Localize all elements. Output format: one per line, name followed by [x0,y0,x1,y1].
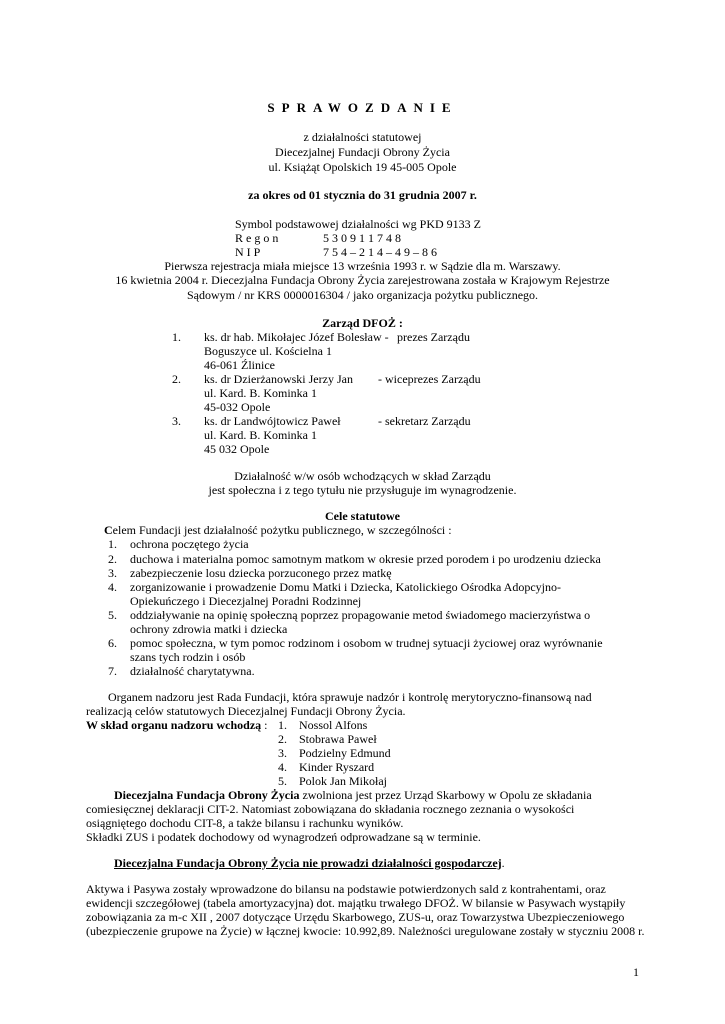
tax-line-1 [114,788,592,802]
goal-number: 4. [108,580,117,594]
goal-number: 6. [108,636,117,650]
council-member-number: 5. [278,774,287,788]
council-member-name: Polok Jan Mikołaj [299,774,388,788]
goal-number: 2. [108,552,117,566]
board-member-postcode: 45-032 Opole [204,400,271,414]
tax-line-4: Składki ZUS i podatek dochodowy od wynagrodzeń odprowadzane są w terminie. [86,830,481,844]
goals-intro-text: elem Fundacji jest działalność pożytku publicznego, w szczególności : [112,523,452,537]
council-member-number: 3. [278,746,287,760]
goal-number: 7. [108,664,117,678]
goal-text: ochrona poczętego życia [130,537,249,551]
board-member-name: ks. dr hab. Mikołajec Józef Bolesław - [204,330,389,344]
goal-text: działalność charytatywna. [130,664,255,678]
goal-number: 3. [108,566,117,580]
assets-line-2: ewidencji szczegółowej (tabela amortyzacyjna) dot. majątku trwałego DFOŻ. W bilansie w Pasywach wystąpiły [86,896,626,910]
board-member-number: 2. [172,372,181,386]
goal-text: zorganizowanie i prowadzenie Domu Matki i Dziecka, Katolickiego Ośrodka Adopcyjno- [130,580,561,594]
council-member-number: 1. [278,718,287,732]
report-period: za okres od 01 stycznia do 31 grudnia 2007 r. [248,188,477,202]
pkd-symbol: Symbol podstawowej działalności wg PKD 9133 Z [235,217,481,231]
no-business-text: Diecezjalna Fundacja Obrony Życia nie prowadzi działalności gospodarczej [114,856,502,870]
board-member-number: 3. [172,414,181,428]
page-title: SPRAWOZDANIE [267,100,458,115]
page-number: 1 [633,965,639,979]
registration-line-1: Pierwsza rejestracja miała miejsce 13 września 1993 r. w Sądzie dla m. Warszawy. [164,259,561,273]
nip-label: N I P [235,245,261,259]
report-subtitle: z działalności statutowej [303,130,422,144]
board-note-line-1: Działalność w/w osób wchodzących w skład Zarządu [234,469,491,483]
supervision-members-label [86,718,268,732]
goal-text-continued: ochrony zdrowia matki i dziecka [130,622,288,636]
goal-text-continued: szans tych rodzin i osób [130,650,246,664]
goal-text: zabezpieczenie losu dziecka porzuconego przez matkę [130,566,392,580]
registration-line-2: 16 kwietnia 2004 r. Diecezjalna Fundacja Obrony Życia zarejestrowana została w Krajowym Rejestrze [115,273,610,287]
board-member-role: - wiceprezes Zarządu [378,372,481,386]
organization-name: Diecezjalnej Fundacji Obrony Życia [275,145,450,159]
regon-value: 5 3 0 9 1 1 7 4 8 [323,231,401,245]
board-member-address: ul. Kard. B. Kominka 1 [204,386,317,400]
registration-line-3: Sądowym / nr KRS 0000016304 / jako organizacja pożytku publicznego. [186,288,539,302]
council-member-name: Stobrawa Paweł [299,732,377,746]
board-heading: Zarząd DFOŻ : [322,316,403,330]
goals-intro-initial: C [104,523,113,537]
board-member-name: ks. dr Landwójtowicz Paweł [204,414,341,428]
goal-text: oddziaływanie na opinię społeczną poprzez propagowanie metod świadomego macierzyństwa o [130,608,591,622]
supervision-members-label-text: W skład organu nadzoru wchodzą [86,718,262,732]
board-note-line-2: jest społeczna i z tego tytułu nie przysługuje im wynagrodzenie. [208,483,517,497]
assets-line-3: zobowiązania za m-c XII , 2007 dotyczące Urzędu Skarbowego, ZUS-u, oraz Towarzystwa Ubezpieczeniowego [86,910,625,924]
goal-number: 1. [108,537,117,551]
tax-line-2: comiesięcznej deklaracji CIT-2. Natomiast zobowiązana do składania rocznego zeznania o wysokości [86,802,575,816]
supervision-line-2: realizacją celów statutowych Diecezjalnej Fundacji Obrony Życia. [86,704,406,718]
council-member-name: Nossol Alfons [299,718,368,732]
goal-text: pomoc społeczna, w tym pomoc rodzinom i osobom w trudnej sytuacji życiowej oraz wyrównanie [130,636,603,650]
supervision-line-1: Organem nadzoru jest Rada Fundacji, która sprawuje nadzór i kontrolę merytoryczno-finansową nad [108,690,592,704]
board-member-number: 1. [172,330,181,344]
board-member-role: prezes Zarządu [397,330,470,344]
board-member-postcode: 46-061 Źlinice [204,358,275,372]
nip-value: 7 5 4 – 2 1 4 – 4 9 – 8 6 [323,245,437,259]
goal-text-continued: Opiekuńczego i Diecezjalnej Poradni Rodzinnej [130,594,362,608]
goals-heading: Cele statutowe [325,509,400,523]
board-member-postcode: 45 032 Opole [204,442,270,456]
supervision-members-colon: : [261,718,268,732]
regon-label: R e g o n [235,231,279,245]
board-member-name: ks. dr Dzierżanowski Jerzy Jan [204,372,353,386]
no-business-period: . [501,856,505,870]
board-member-address: Boguszyce ul. Kościelna 1 [204,344,332,358]
tax-line-3: osiągniętego dochodu CIT-8, a także bilansu i rachunku wyników. [86,816,404,830]
board-member-address: ul. Kard. B. Kominka 1 [204,428,317,442]
council-member-name: Kinder Ryszard [299,760,375,774]
council-member-number: 2. [278,732,287,746]
organization-address: ul. Książąt Opolskich 19 45-005 Opole [268,160,457,174]
no-business-statement [114,856,505,870]
tax-org-name: Diecezjalna Fundacja Obrony Życia [114,788,300,802]
goal-text: duchowa i materialna pomoc samotnym matkom w okresie przed porodem i po urodzeniu dziecka [130,552,601,566]
council-member-number: 4. [278,760,287,774]
goal-number: 5. [108,608,117,622]
board-member-role: - sekretarz Zarządu [378,414,471,428]
tax-line-1-text: zwolniona jest przez Urząd Skarbowy w Opolu ze składania [299,788,592,802]
assets-line-4: (ubezpieczenie grupowe na Życie) w łącznej kwocie: 10.992,89. Należności uregulowane zostały w styczniu 2008 r. [86,924,645,938]
goals-intro [104,523,452,537]
assets-line-1: Aktywa i Pasywa zostały wprowadzone do bilansu na podstawie potwierdzonych sald z kontrahentami, oraz [86,882,606,896]
council-member-name: Podzielny Edmund [299,746,391,760]
